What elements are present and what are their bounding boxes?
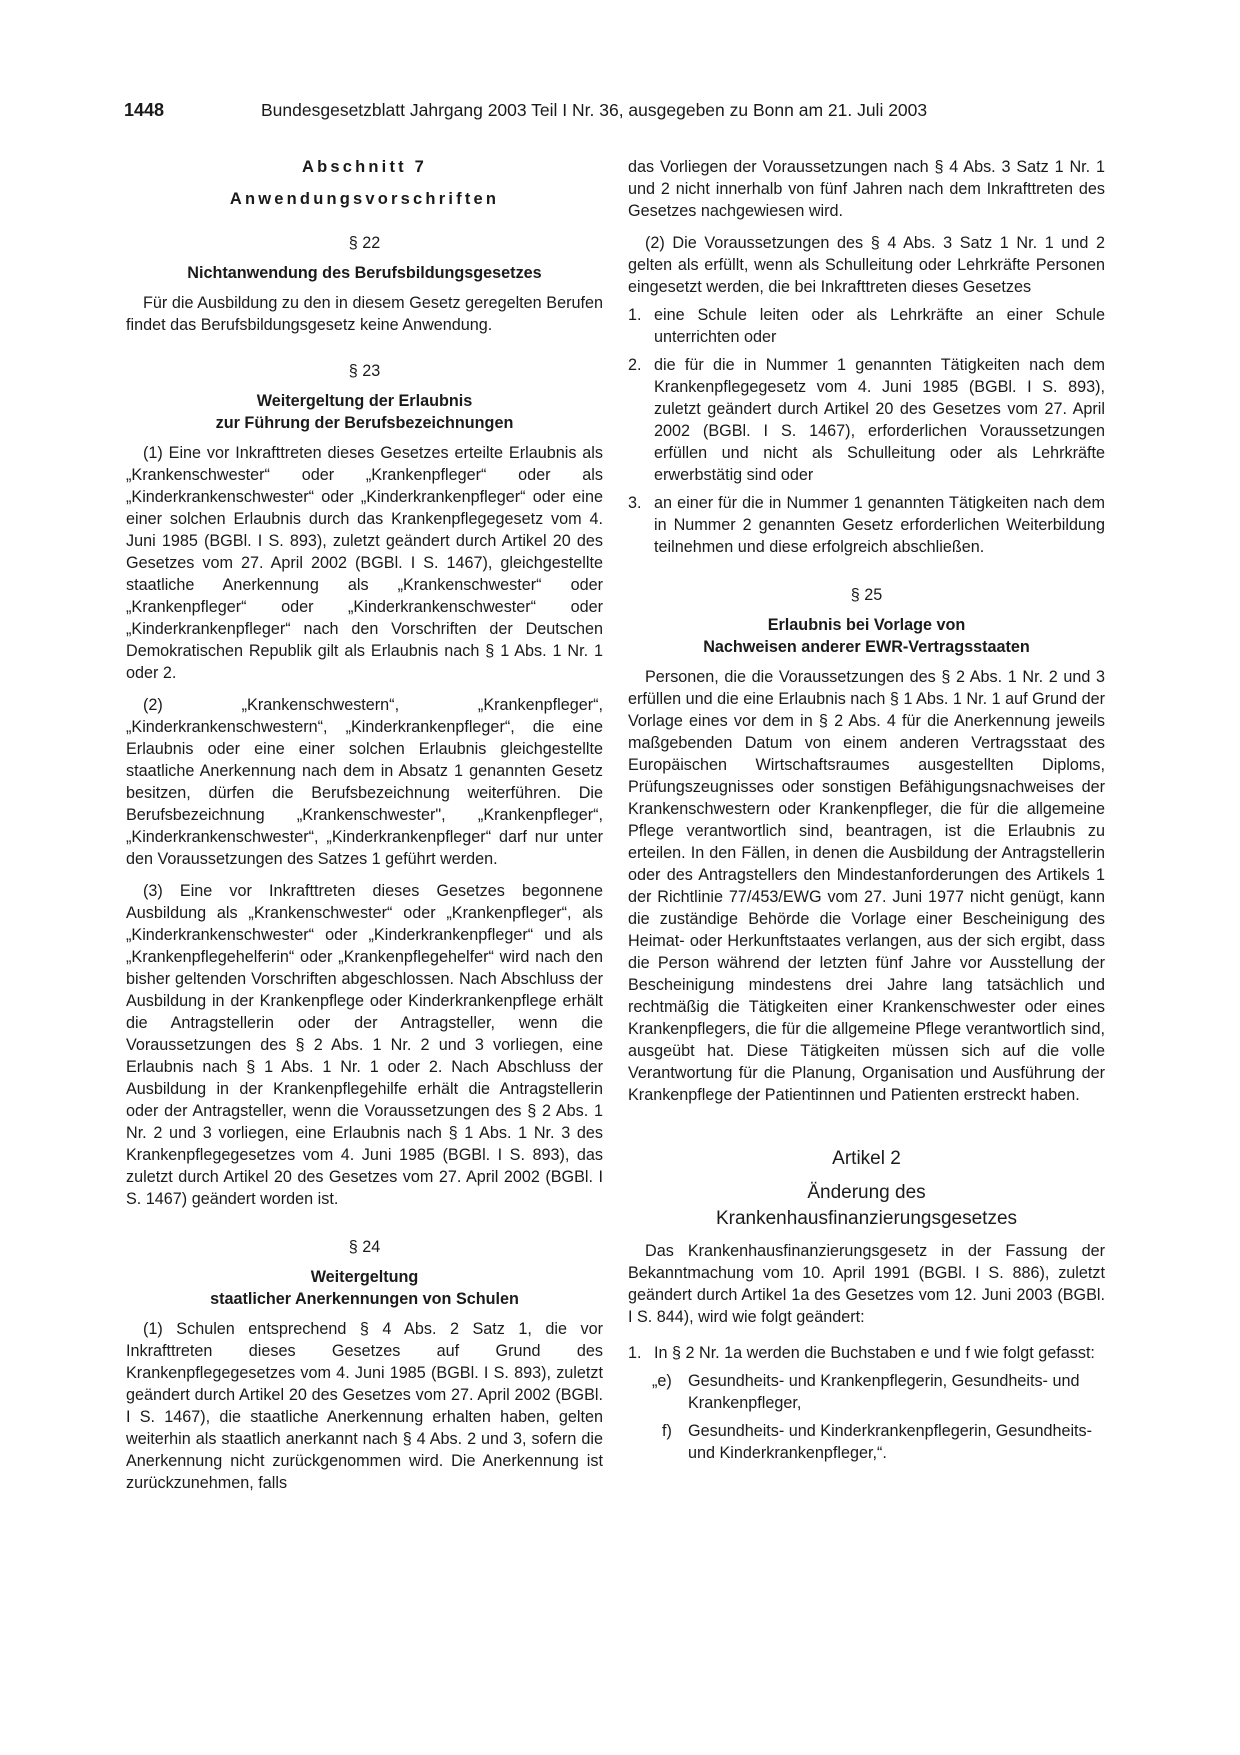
paragraph-23-abs2: (2) „Krankenschwestern“, „Krankenpfleger“, „Kinderkrankenschwestern“, „Kinderkrankenpfleger“, die eine Erlaubnis oder eine einer solchen Erlaubnis gleichgestellte staatliche Anerkennung nach dem in Absatz 1 genannten Gesetz besitzen, dürfen die Berufsbezeichnung weiterführen. Die Berufsbezeichnung „Krankenschwester", „Krankenpfleger“, „Kinderkrankenschwester“, „Kinderkrankenpfleger“ darf nur unter den Voraussetzungen des Satzes 1 geführt werden. xyxy=(126,696,603,868)
right-column xyxy=(628,156,1105,1464)
article-title-line1: Änderung des xyxy=(807,1182,926,1203)
sublist-item xyxy=(628,1420,1105,1464)
paragraph-title-24-line2: staatlicher Anerkennungen von Schulen xyxy=(210,1290,519,1308)
article-2-list xyxy=(628,1342,1105,1364)
paragraph-title-22: Nichtanwendung des Berufsbildungsgesetzes xyxy=(187,264,542,282)
sublist-item-text: Gesundheits- und Kinderkrankenpflegerin, Gesundheits- und Kinderkrankenpfleger,“. xyxy=(688,1422,1093,1462)
article-heading: Artikel 2 xyxy=(832,1148,901,1169)
section-subheading: Anwendungsvorschriften xyxy=(229,190,500,208)
list-item-number: 1. xyxy=(628,1344,642,1362)
paragraph-title-23-line1: Weitergeltung der Erlaubnis xyxy=(256,392,473,410)
running-title: Bundesgesetzblatt Jahrgang 2003 Teil I Nr. 36, ausgegeben zu Bonn am 21. Juli 2003 xyxy=(261,100,928,120)
paragraph-title-23 xyxy=(126,390,603,434)
list-item-number: 3. xyxy=(628,494,642,512)
paragraph-24-abs1-continued: das Vorliegen der Voraussetzungen nach § 4 Abs. 3 Satz 1 Nr. 1 und 2 nicht innerhalb von fünf Jahren nach dem Inkrafttreten des Gesetzes nachgewiesen wird. xyxy=(628,158,1105,220)
list-item-number: 1. xyxy=(628,306,642,324)
sublist-item-letter: f) xyxy=(662,1422,672,1440)
paragraph-title-25-line2: Nachweisen anderer EWR-Vertragsstaaten xyxy=(703,638,1030,656)
list-item-text: eine Schule leiten oder als Lehrkräfte an einer Schule unterrichten oder xyxy=(654,306,1105,346)
paragraph-23-abs1: (1) Eine vor Inkrafttreten dieses Gesetzes erteilte Erlaubnis als „Krankenschwester“ oder „Krankenpfleger“ oder als „Kinderkrankenschwester“ oder „Kinderkrankenpfleger“ oder eine einer solchen Erlaubnis durch das Krankenpflegegesetz vom 4. Juni 1985 (BGBl. I S. 893), zuletzt geändert durch Artikel 20 des Gesetzes vom 27. April 2002 (BGBl. I S. 1467), gleichgestellte staatliche Anerkennung als „Krankenschwester“ oder „Krankenpfleger“ oder „Kinderkrankenschwester“ oder „Kinderkrankenpfleger“ nach den Vorschriften der Deutschen Demokratischen Republik gilt als Erlaubnis nach § 1 Abs. 1 Nr. 1 oder 2. xyxy=(126,444,603,682)
list-item xyxy=(628,492,1105,558)
paragraph-23-abs3: (3) Eine vor Inkrafttreten dieses Gesetzes begonnene Ausbildung als „Krankenschwester“ oder „Krankenpfleger“, als „Kinderkrankenschwester“ oder „Kinderkrankenpfleger“ und als „Krankenpflegehelferin“ oder „Krankenpflegehelfer“ wird nach den bisher geltenden Vorschriften abgeschlossen. Nach Abschluss der Ausbildung in der Krankenpflege oder Kinderkrankenpflege erhält die Antragstellerin oder der Antragsteller, wenn die Voraussetzungen des § 2 Abs. 1 Nr. 2 und 3 vorliegen, eine Erlaubnis nach § 1 Abs. 1 Nr. 1 oder 2. Nach Abschluss der Ausbildung in der Krankenpflegehilfe erhält die Antragstellerin oder der Antragsteller, wenn die Voraussetzungen des § 2 Abs. 1 Nr. 2 und 3 vorliegen, eine Erlaubnis nach § 1 Abs. 1 Nr. 3 des Krankenpflegegesetzes vom 4. Juni 1985 (BGBl. I S. 893), das zuletzt durch Artikel 20 des Gesetzes vom 27. April 2002 (BGBl. I S. 1467) geändert worden ist. xyxy=(126,882,603,1208)
sublist-item-text: Gesundheits- und Krankenpflegerin, Gesundheits- und Krankenpfleger, xyxy=(688,1372,1080,1412)
section-heading: Abschnitt 7 xyxy=(301,158,428,176)
paragraph-title-25 xyxy=(628,614,1105,658)
paragraph-title-23-line2: zur Führung der Berufsbezeichnungen xyxy=(215,414,514,432)
list-item-text: die für die in Nummer 1 genannten Tätigkeiten nach dem Krankenpflegegesetz vom 4. Juni 1985 (BGBl. I S. 893), zuletzt geändert durch Artikel 20 des Gesetzes vom 27. April 2002 (BGBl. I S. 1467), erforderlichen Voraussetzungen erfüllen und nicht als Schulleitung oder als Lehrkräfte erwerbstätig sind oder xyxy=(654,356,1105,484)
list-item xyxy=(628,304,1105,348)
paragraph-title-24-line1: Weitergeltung xyxy=(310,1268,419,1286)
list-item xyxy=(628,1342,1105,1364)
paragraph-title-25-line1: Erlaubnis bei Vorlage von xyxy=(767,616,966,634)
paragraph-24-list xyxy=(628,304,1105,558)
page-header xyxy=(124,100,1116,126)
paragraph-sign-22: § 22 xyxy=(348,234,381,252)
paragraph-25-text: Personen, die die Voraussetzungen des § 2 Abs. 1 Nr. 2 und 3 erfüllen und die eine Erlaubnis nach § 1 Abs. 1 Nr. 1 auf Grund der Vorlage eines vor dem in § 2 Abs. 4 für die Anerkennung jeweils maßgebenden Datum von einem anderen Vertragsstaat des Europäischen Wirtschaftsraumes ausgestellten Diploms, Prüfungszeugnisses oder sonstigen Befähigungsnachweises der Krankenschwestern oder Krankenpfleger, die für die allgemeine Pflege verantwortlich sind, beantragen, ist die Erlaubnis zu erteilen. In den Fällen, in denen die Ausbildung der Antragstellerin oder des Antragstellers den Mindestanforderungen des Artikels 1 der Richtlinie 77/453/EWG vom 27. Juni 1977 nicht genügt, kann die zuständige Behörde die Vorlage einer Bescheinigung des Heimat- oder Herkunftstaates verlangen, aus der sich ergibt, dass die Person während der letzten fünf Jahre vor Ausstellung der Bescheinigung mindestens drei Jahre lang tatsächlich und rechtmäßig die Tätigkeiten einer Krankenschwester oder eines Krankenpflegers, die für die allgemeine Pflege verantwortlich sind, ausgeübt hat. Diese Tätigkeiten müssen sich auf die volle Verantwortung für die Planung, Organisation und Ausführung der Krankenpflege der Patientinnen und Patienten erstreckt haben. xyxy=(628,668,1105,1104)
paragraph-22-text: Für die Ausbildung zu den in diesem Gesetz geregelten Berufen findet das Berufsbildungsgesetz keine Anwendung. xyxy=(126,294,603,334)
list-item xyxy=(628,354,1105,486)
paragraph-title-24 xyxy=(126,1266,603,1310)
list-item-text: In § 2 Nr. 1a werden die Buchstaben e und f wie folgt gefasst: xyxy=(654,1344,1095,1362)
paragraph-sign-23: § 23 xyxy=(348,362,381,380)
article-2-sublist xyxy=(628,1370,1105,1464)
article-2-intro: Das Krankenhausfinanzierungsgesetz in der Fassung der Bekanntmachung vom 10. April 1991 (BGBl. I S. 886), zuletzt geändert durch Artikel 1a des Gesetzes vom 12. Juni 2003 (BGBl. I S. 844), wird wie folgt geändert: xyxy=(628,1242,1105,1326)
list-item-number: 2. xyxy=(628,356,642,374)
paragraph-sign-25: § 25 xyxy=(850,586,883,604)
sublist-item xyxy=(628,1370,1105,1414)
list-item-text: an einer für die in Nummer 1 genannten Tätigkeiten nach dem in Nummer 2 genannten Gesetz erforderlichen Weiterbildung teilnehmen und diese erfolgreich abschließen. xyxy=(654,494,1105,556)
paragraph-24-abs2: (2) Die Voraussetzungen des § 4 Abs. 3 Satz 1 Nr. 1 und 2 gelten als erfüllt, wenn als Schulleitung oder Lehrkräfte Personen eingesetzt werden, die bei Inkrafttreten dieses Gesetzes xyxy=(628,234,1105,296)
page-number: 1448 xyxy=(124,100,165,120)
paragraph-24-abs1: (1) Schulen entsprechend § 4 Abs. 2 Satz 1, die vor Inkrafttreten dieses Gesetzes auf Grund des Krankenpflegegesetzes vom 4. Juni 1985 (BGBl. I S. 893), zuletzt geändert durch Artikel 20 des Gesetzes vom 27. April 2002 (BGBl. I S. 1467), die staatliche Anerkennung erhalten haben, gelten weiterhin als staatlich anerkannt nach § 4 Abs. 2 und 3, sofern die Anerkennung nicht zurückgenommen wird. Die Anerkennung ist zurückzunehmen, falls xyxy=(126,1320,603,1492)
paragraph-sign-24: § 24 xyxy=(348,1238,381,1256)
article-title xyxy=(628,1180,1105,1232)
article-title-line2: Krankenhausfinanzierungsgesetzes xyxy=(715,1208,1018,1229)
sublist-item-letter: „e) xyxy=(652,1372,672,1390)
left-column xyxy=(126,156,603,1494)
